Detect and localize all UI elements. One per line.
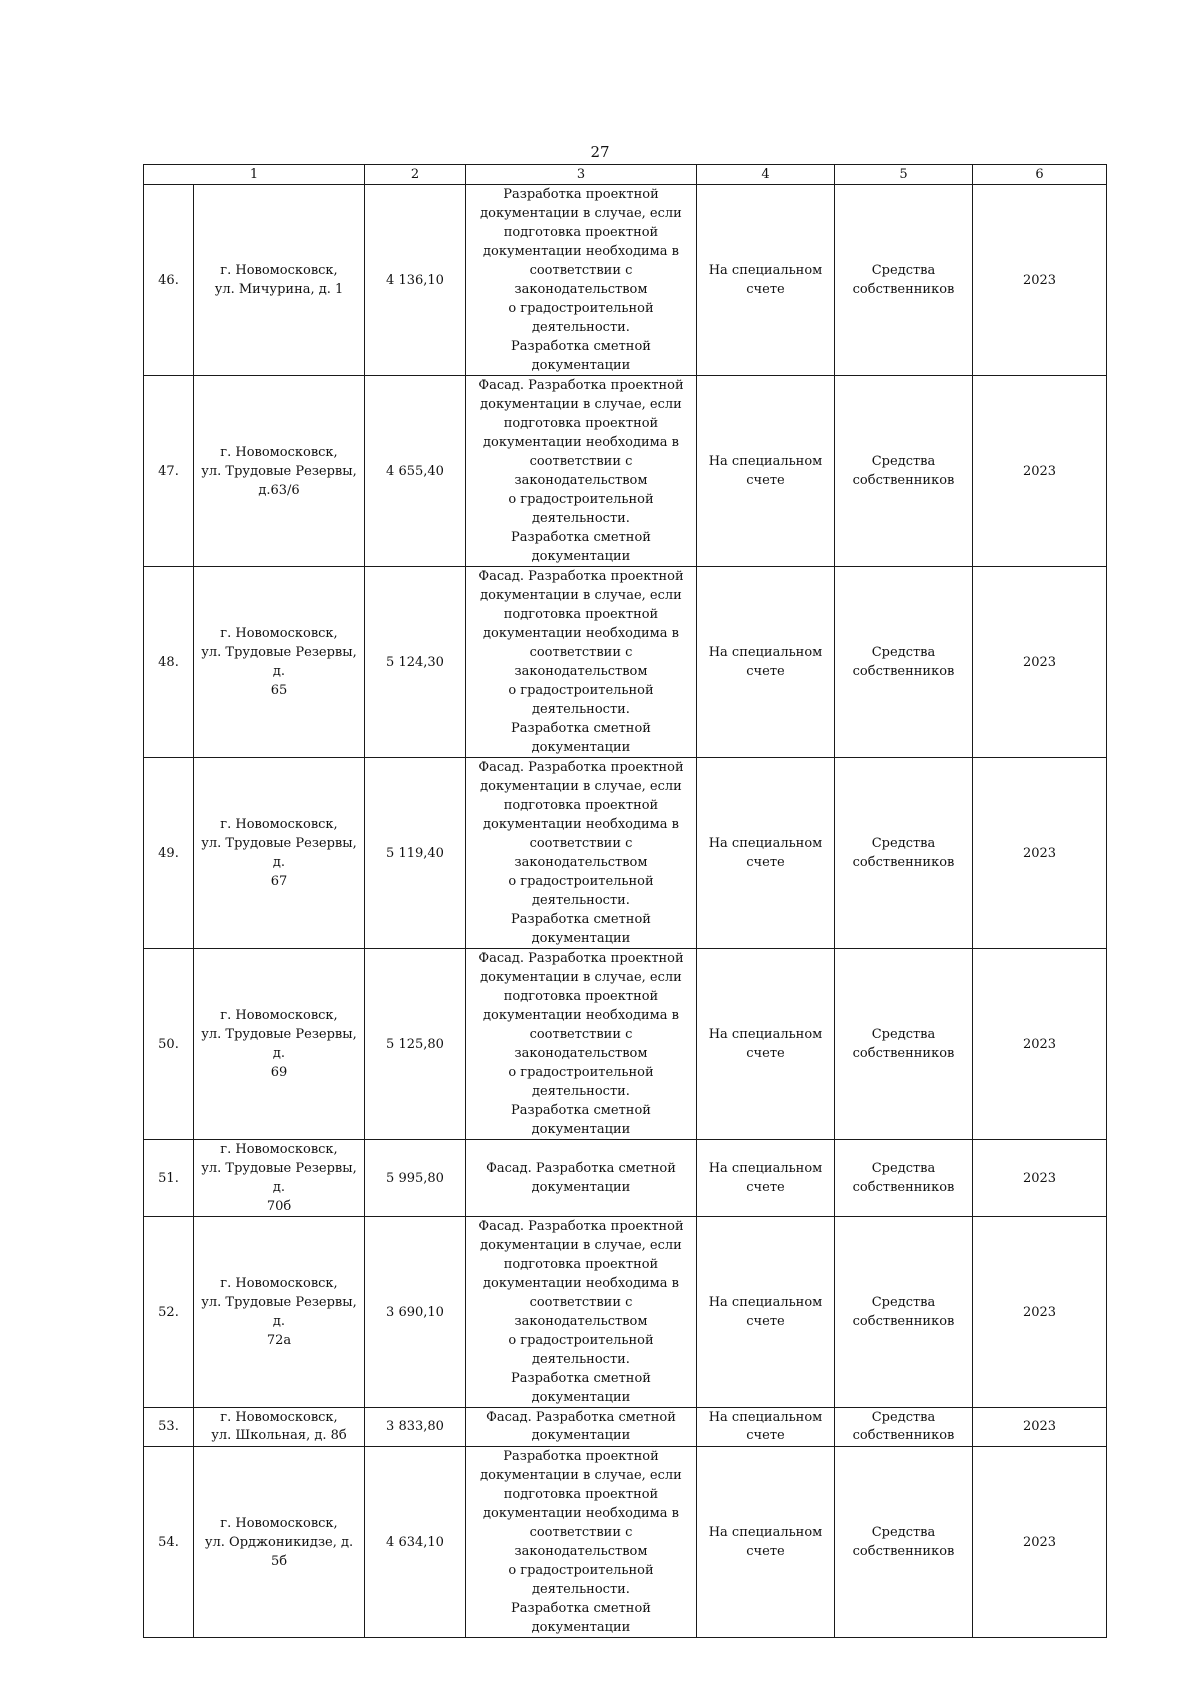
- column-number-header: [144, 165, 1107, 185]
- funding-source-cell: Средства собственников: [835, 185, 973, 376]
- table-row: [144, 1447, 1107, 1638]
- header-col-2: 2: [365, 165, 466, 185]
- address-cell: г. Новомосковск, ул. Мичурина, д. 1: [194, 185, 365, 376]
- header-col-4: 4: [697, 165, 835, 185]
- row-number: 48.: [144, 567, 194, 758]
- account-cell: На специальном счете: [697, 567, 835, 758]
- account-cell: На специальном счете: [697, 376, 835, 567]
- amount-cell: 3 833,80: [365, 1408, 466, 1447]
- table-row: [144, 1217, 1107, 1408]
- row-number: 51.: [144, 1140, 194, 1217]
- account-cell: На специальном счете: [697, 185, 835, 376]
- work-type-cell: Фасад. Разработка сметной документации: [466, 1408, 697, 1447]
- funding-source-cell: Средства собственников: [835, 1408, 973, 1447]
- year-cell: 2023: [973, 185, 1107, 376]
- address-cell: г. Новомосковск, ул. Трудовые Резервы, д. 70б: [194, 1140, 365, 1217]
- work-type-cell: Разработка проектной документации в случае, если подготовка проектной документации необходима в соответствии с законодательством о градостроительной деятельности. Разработка сметной документации: [466, 1447, 697, 1638]
- funding-source-cell: Средства собственников: [835, 1140, 973, 1217]
- row-number: 52.: [144, 1217, 194, 1408]
- amount-cell: 5 124,30: [365, 567, 466, 758]
- work-type-cell: Фасад. Разработка проектной документации в случае, если подготовка проектной документации необходима в соответствии с законодательством о градостроительной деятельности. Разработка сметной документации: [466, 376, 697, 567]
- work-type-cell: Фасад. Разработка проектной документации в случае, если подготовка проектной документации необходима в соответствии с законодательством о градостроительной деятельности. Разработка сметной документации: [466, 758, 697, 949]
- header-col-6: 6: [973, 165, 1107, 185]
- work-type-cell: Фасад. Разработка проектной документации в случае, если подготовка проектной документации необходима в соответствии с законодательством о градостроительной деятельности. Разработка сметной документации: [466, 567, 697, 758]
- table-row: [144, 376, 1107, 567]
- address-cell: г. Новомосковск, ул. Трудовые Резервы, д. 69: [194, 949, 365, 1140]
- row-number: 49.: [144, 758, 194, 949]
- header-col-1: 1: [144, 165, 365, 185]
- amount-cell: 5 125,80: [365, 949, 466, 1140]
- table-row: [144, 1140, 1107, 1217]
- work-type-cell: Разработка проектной документации в случае, если подготовка проектной документации необходима в соответствии с законодательством о градостроительной деятельности. Разработка сметной документации: [466, 185, 697, 376]
- row-number: 54.: [144, 1447, 194, 1638]
- amount-cell: 5 995,80: [365, 1140, 466, 1217]
- funding-source-cell: Средства собственников: [835, 567, 973, 758]
- funding-source-cell: Средства собственников: [835, 1217, 973, 1408]
- funding-source-cell: Средства собственников: [835, 376, 973, 567]
- year-cell: 2023: [973, 758, 1107, 949]
- year-cell: 2023: [973, 949, 1107, 1140]
- row-number: 53.: [144, 1408, 194, 1447]
- year-cell: 2023: [973, 567, 1107, 758]
- work-type-cell: Фасад. Разработка проектной документации в случае, если подготовка проектной документации необходима в соответствии с законодательством о градостроительной деятельности. Разработка сметной документации: [466, 1217, 697, 1408]
- program-table: [143, 164, 1107, 1638]
- funding-source-cell: Средства собственников: [835, 1447, 973, 1638]
- account-cell: На специальном счете: [697, 949, 835, 1140]
- address-cell: г. Новомосковск, ул. Орджоникидзе, д. 5б: [194, 1447, 365, 1638]
- table-row: [144, 1408, 1107, 1447]
- address-cell: г. Новомосковск, ул. Трудовые Резервы, д. 72а: [194, 1217, 365, 1408]
- table-row: [144, 185, 1107, 376]
- account-cell: На специальном счете: [697, 1447, 835, 1638]
- year-cell: 2023: [973, 1217, 1107, 1408]
- funding-source-cell: Средства собственников: [835, 758, 973, 949]
- account-cell: На специальном счете: [697, 1217, 835, 1408]
- work-type-cell: Фасад. Разработка проектной документации в случае, если подготовка проектной документации необходима в соответствии с законодательством о градостроительной деятельности. Разработка сметной документации: [466, 949, 697, 1140]
- funding-source-cell: Средства собственников: [835, 949, 973, 1140]
- year-cell: 2023: [973, 1140, 1107, 1217]
- year-cell: 2023: [973, 376, 1107, 567]
- row-number: 46.: [144, 185, 194, 376]
- amount-cell: 5 119,40: [365, 758, 466, 949]
- header-col-5: 5: [835, 165, 973, 185]
- table-row: [144, 758, 1107, 949]
- address-cell: г. Новомосковск, ул. Трудовые Резервы, д.63/6: [194, 376, 365, 567]
- row-number: 50.: [144, 949, 194, 1140]
- account-cell: На специальном счете: [697, 1408, 835, 1447]
- table-row: [144, 567, 1107, 758]
- table-row: [144, 949, 1107, 1140]
- year-cell: 2023: [973, 1408, 1107, 1447]
- amount-cell: 4 655,40: [365, 376, 466, 567]
- amount-cell: 3 690,10: [365, 1217, 466, 1408]
- amount-cell: 4 136,10: [365, 185, 466, 376]
- address-cell: г. Новомосковск, ул. Трудовые Резервы, д. 65: [194, 567, 365, 758]
- page-number: 27: [590, 143, 610, 161]
- account-cell: На специальном счете: [697, 758, 835, 949]
- year-cell: 2023: [973, 1447, 1107, 1638]
- address-cell: г. Новомосковск, ул. Трудовые Резервы, д. 67: [194, 758, 365, 949]
- work-type-cell: Фасад. Разработка сметной документации: [466, 1140, 697, 1217]
- account-cell: На специальном счете: [697, 1140, 835, 1217]
- address-cell: г. Новомосковск, ул. Школьная, д. 8б: [194, 1408, 365, 1447]
- amount-cell: 4 634,10: [365, 1447, 466, 1638]
- header-col-3: 3: [466, 165, 697, 185]
- row-number: 47.: [144, 376, 194, 567]
